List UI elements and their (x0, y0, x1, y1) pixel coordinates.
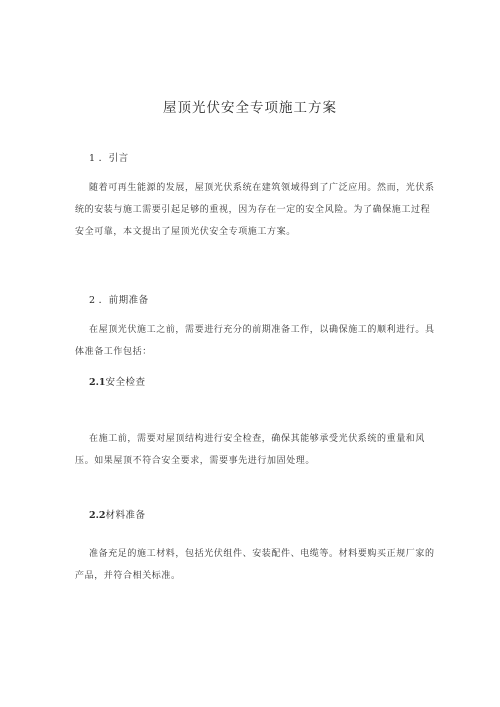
section-number: 2.2 (89, 510, 106, 521)
section-paragraph-2-2: 准备充足的施工材料，包括光伏组件、安装配件、电缆等。材料要购买正规厂家的产品，并符合相关标准。 (75, 549, 435, 581)
section-paragraph-1: 随着可再生能源的发展，屋顶光伏系统在建筑领域得到了广泛应用。然而，光伏系统的安装与施工需要引起足够的重视，因为存在一定的安全风险。为了确保施工过程安全可靠，本文提出了屋顶光伏安全专项施工方案。 (75, 183, 435, 237)
section-heading-1 (89, 150, 129, 164)
section-title: 材料准备 (105, 510, 146, 521)
section-number: 1 (89, 153, 96, 164)
section-heading-2-1 (89, 374, 146, 388)
section-heading-2 (89, 292, 149, 306)
section-title: 安全检查 (105, 377, 146, 388)
section-paragraph-2: 在屋顶光伏施工之前，需要进行充分的前期准备工作，以确保施工的顺利进行。具体准备工作包括： (75, 325, 435, 357)
section-number: 2 (89, 295, 96, 306)
section-number: 2.1 (89, 377, 106, 388)
section-title: ．前期准备 (95, 295, 149, 306)
section-paragraph-2-1: 在施工前，需要对屋顶结构进行安全检查，确保其能够承受光伏系统的重量和风压。如果屋顶不符合安全要求，需要事先进行加固处理。 (75, 434, 426, 466)
document-title: 屋顶光伏安全专项施工方案 (163, 100, 337, 116)
section-heading-2-2 (89, 507, 146, 521)
section-title: ．引言 (95, 153, 129, 164)
